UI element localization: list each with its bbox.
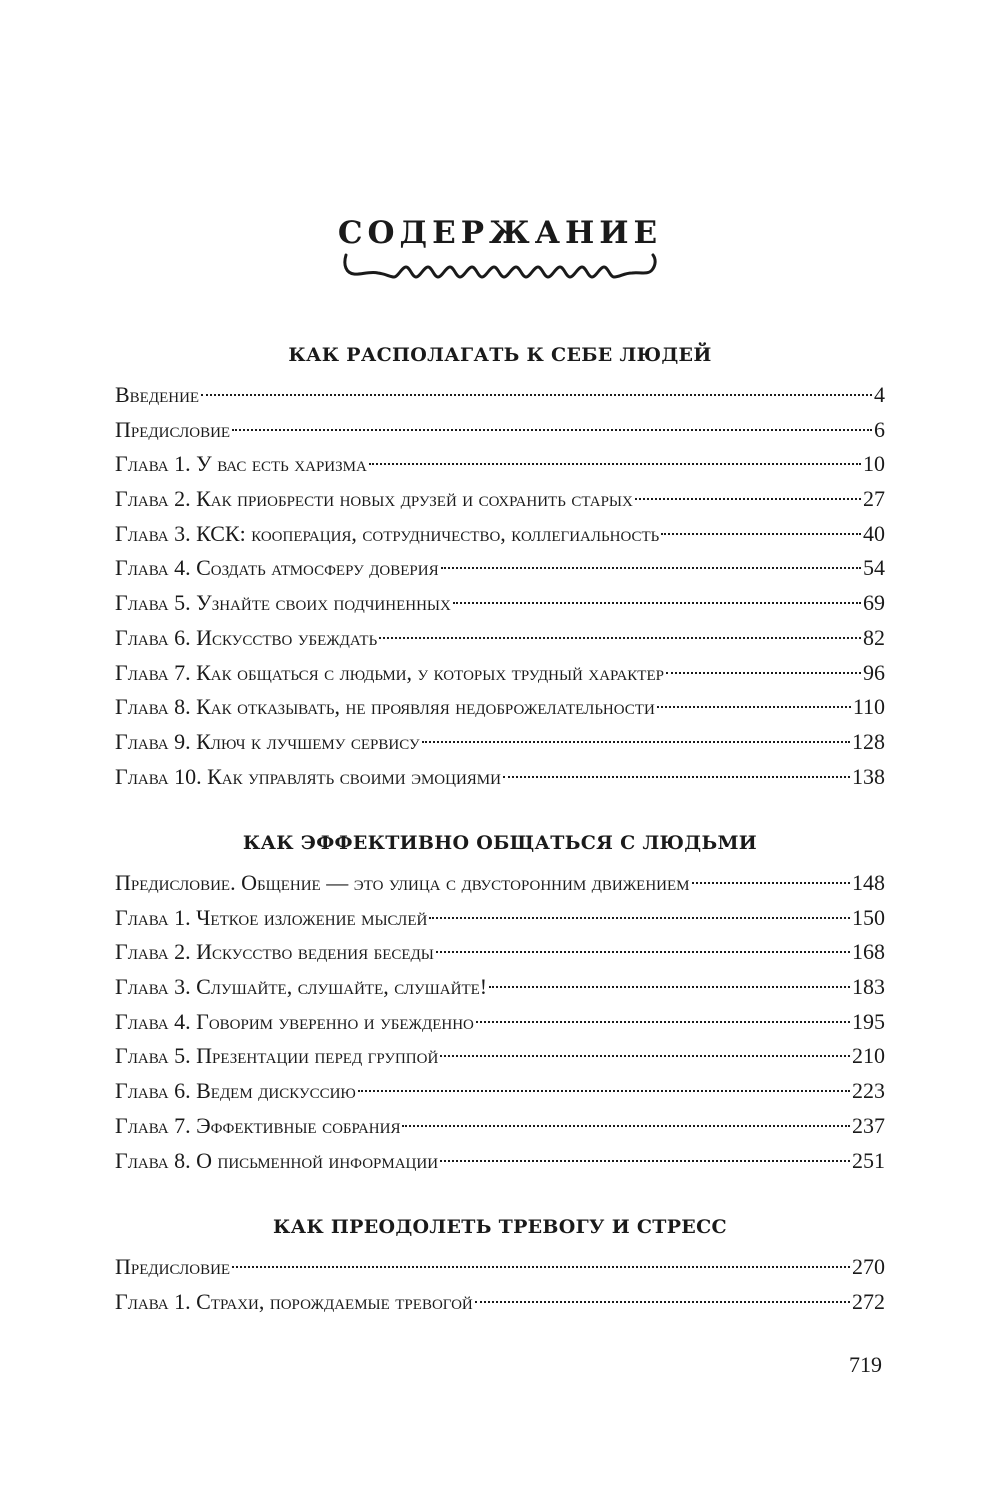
toc-entry[interactable] (115, 1144, 885, 1179)
toc-entry-title: Предисловие (115, 1254, 231, 1279)
section-title: КАК ЭФФЕКТИВНО ОБЩАТЬСЯ С ЛЮДЬМИ (242, 832, 758, 854)
dot-leader (232, 429, 872, 431)
toc-entry[interactable] (115, 1074, 885, 1109)
toc-entry-page: 195 (852, 1008, 885, 1034)
toc-entry-page: 251 (852, 1147, 885, 1173)
toc-entry-page: 272 (852, 1288, 885, 1314)
toc-entry-title: Глава 1. У вас есть харизма (115, 451, 367, 477)
toc-entry[interactable] (115, 482, 885, 517)
toc-entry[interactable] (115, 1039, 885, 1074)
toc-entry-page: 148 (852, 870, 885, 895)
toc-entry-title: Введение (115, 382, 200, 407)
toc-section (115, 340, 885, 794)
toc-list (115, 378, 885, 794)
dot-leader (475, 1301, 850, 1303)
toc-entry-page: 6 (874, 416, 885, 442)
toc-entry-page: 237 (852, 1112, 885, 1138)
toc-entry-page: 27 (863, 486, 885, 512)
toc-entry-page: 128 (852, 728, 885, 754)
toc-entry[interactable] (115, 1250, 885, 1285)
toc-entry-title: Глава 7. Как общаться с людьми, у которых трудный характер (115, 659, 664, 685)
toc-entry[interactable] (115, 935, 885, 970)
toc-list (115, 866, 885, 1178)
toc-entry-page: 10 (863, 451, 885, 477)
toc-section (115, 828, 885, 1178)
dot-leader (635, 498, 861, 500)
toc-entry-page: 4 (874, 382, 885, 407)
dot-leader (692, 882, 851, 884)
dot-leader (379, 637, 861, 639)
toc-entry[interactable] (115, 413, 885, 448)
toc-entry-title: Глава 1. Четкое изложение мыслей (115, 904, 428, 930)
toc-entry-page: 223 (852, 1078, 885, 1104)
toc-entry-page: 40 (863, 520, 885, 546)
toc-entry-page: 270 (852, 1254, 885, 1279)
toc-entry-title: Глава 3. КСК: кооперация, сотрудничество, коллегиальность (115, 520, 660, 546)
dot-leader (369, 463, 861, 465)
dot-leader (402, 1125, 850, 1127)
toc-list (115, 1250, 885, 1319)
toc-entry[interactable] (115, 760, 885, 795)
section-title: КАК ПРЕОДОЛЕТЬ ТРЕВОГУ И СТРЕСС (273, 1216, 727, 1238)
page-title: СОДЕРЖАНИЕ (337, 215, 663, 251)
toc-entry-title: Предисловие. Общение — это улица с двусторонним движением (115, 870, 690, 895)
toc-entry-title: Глава 2. Как приобрести новых друзей и сохранить старых (115, 486, 633, 512)
toc-entry[interactable] (115, 1109, 885, 1144)
dot-leader (422, 741, 850, 743)
toc-entry-title: Глава 6. Ведем дискуссию (115, 1078, 356, 1104)
toc-entry[interactable] (115, 1285, 885, 1320)
toc-entry-page: 110 (852, 694, 885, 720)
dot-leader (453, 602, 861, 604)
toc-entry-title: Глава 3. Слушайте, слушайте, слушайте! (115, 974, 488, 1000)
toc-entry-title: Глава 7. Эффективные собрания (115, 1112, 401, 1138)
toc-entry-title: Глава 5. Узнайте своих подчиненных (115, 590, 451, 616)
toc-entry-page: 138 (852, 763, 885, 789)
toc-entry[interactable] (115, 901, 885, 936)
toc-entry[interactable] (115, 866, 885, 901)
toc-entry[interactable] (115, 586, 885, 621)
toc-entry-title: Глава 10. Как управлять своими эмоциями (115, 763, 501, 789)
toc-section (115, 1212, 885, 1319)
toc-entry-page: 96 (863, 659, 885, 685)
toc-entry[interactable] (115, 517, 885, 552)
toc-entry-page: 82 (863, 624, 885, 650)
toc-entry-title: Глава 6. Искусство убеждать (115, 624, 378, 650)
dot-leader (440, 1160, 850, 1162)
toc-entry[interactable] (115, 970, 885, 1005)
toc-entry-page: 69 (863, 590, 885, 616)
toc-entry-page: 168 (852, 939, 885, 965)
dot-leader (661, 533, 861, 535)
toc-entry[interactable] (115, 551, 885, 586)
toc-entry[interactable] (115, 621, 885, 656)
page-number: 719 (849, 1352, 882, 1377)
toc-entry-page: 210 (852, 1043, 885, 1069)
dot-leader (666, 672, 861, 674)
toc-entry-title: Глава 9. Ключ к лучшему сервису (115, 728, 420, 754)
dot-leader (429, 917, 850, 919)
dot-leader (503, 776, 850, 778)
section-title: КАК РАСПОЛАГАТЬ К СЕБЕ ЛЮДЕЙ (288, 344, 712, 366)
toc-entry-page: 150 (852, 904, 885, 930)
dot-leader (436, 951, 850, 953)
dot-leader (441, 567, 861, 569)
dot-leader (657, 706, 851, 708)
toc-entry[interactable] (115, 725, 885, 760)
toc-entry-page: 183 (852, 974, 885, 1000)
toc-entry-title: Глава 4. Создать атмосферу доверия (115, 555, 439, 581)
toc-entry-title: Глава 1. Страхи, порождаемые тревогой (115, 1288, 473, 1314)
dot-leader (440, 1055, 850, 1057)
toc-entry[interactable] (115, 656, 885, 691)
toc-entry-page: 54 (863, 555, 885, 581)
toc-entry-title: Глава 5. Презентации перед группой (115, 1043, 439, 1069)
toc-entry[interactable] (115, 447, 885, 482)
toc-entry-title: Глава 4. Говорим уверенно и убежденно (115, 1008, 474, 1034)
dot-leader (476, 1021, 850, 1023)
toc-entry-title: Предисловие (115, 416, 231, 442)
dot-leader (489, 986, 850, 988)
toc-entry[interactable] (115, 378, 885, 413)
toc-entry[interactable] (115, 690, 885, 725)
toc-entry-title: Глава 2. Искусство ведения беседы (115, 939, 434, 965)
toc-entry-title: Глава 8. Как отказывать, не проявляя недоброжелательности (115, 694, 655, 720)
toc-entry[interactable] (115, 1005, 885, 1040)
wavy-ornament-icon (340, 251, 660, 281)
dot-leader (201, 394, 872, 396)
dot-leader (232, 1266, 850, 1268)
toc-entry-title: Глава 8. О письменной информации (115, 1147, 439, 1173)
dot-leader (358, 1090, 850, 1092)
